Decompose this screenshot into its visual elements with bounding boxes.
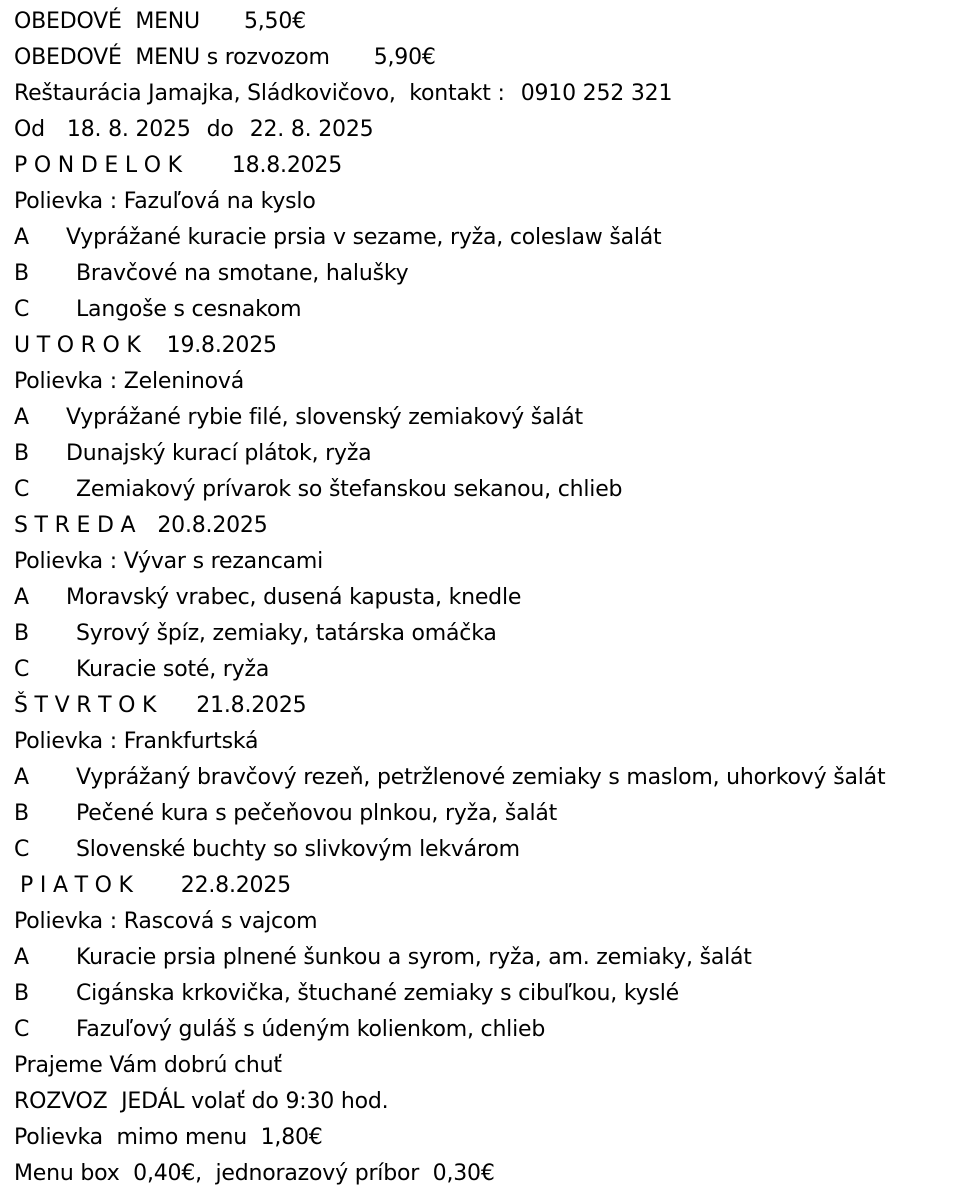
dish-text: Langoše s cesnakom	[76, 297, 302, 322]
day-date: 22.8.2025	[180, 873, 291, 898]
soup-friday	[0, 904, 974, 940]
dish-row	[0, 220, 974, 256]
dish-row	[0, 940, 974, 976]
menu-delivery-price-line	[0, 40, 974, 76]
dish-row	[0, 1012, 974, 1048]
day-name: P O N D E L O K	[14, 153, 182, 178]
dish-text: Vyprážané rybie filé, slovenský zemiakový šalát	[66, 405, 583, 430]
dish-row	[0, 580, 974, 616]
dish-letter: A	[14, 765, 29, 790]
soup-tuesday	[0, 364, 974, 400]
dish-letter: C	[14, 657, 30, 682]
dish-text: Vyprážaný bravčový rezeň, petržlenové zemiaky s maslom, uhorkový šalát	[76, 765, 886, 790]
dish-row	[0, 616, 974, 652]
dish-letter: A	[14, 585, 29, 610]
dish-row	[0, 436, 974, 472]
day-heading-thursday	[0, 688, 974, 724]
dish-text: Dunajský kurací plátok, ryža	[66, 441, 372, 466]
period-from: 18. 8. 2025	[66, 117, 191, 142]
footer-delivery-note	[0, 1084, 974, 1120]
day-date: 21.8.2025	[196, 693, 307, 718]
dish-letter: B	[14, 981, 29, 1006]
restaurant-contact: Reštaurácia Jamajka, Sládkovičovo, kontakt :	[14, 81, 505, 106]
dish-row	[0, 292, 974, 328]
dish-text: Zemiakový prívarok so štefanskou sekanou, chlieb	[76, 477, 623, 502]
dish-text: Syrový špíz, zemiaky, tatárska omáčka	[76, 621, 497, 646]
dish-text: Moravský vrabec, dusená kapusta, knedle	[66, 585, 522, 610]
dish-row	[0, 256, 974, 292]
day-name: P I A T O K	[20, 873, 133, 898]
dish-row	[0, 976, 974, 1012]
day-name: S T R E D A	[14, 513, 136, 538]
soup-text: Polievka : Zeleninová	[14, 369, 244, 394]
dish-letter: C	[14, 837, 30, 862]
dish-text: Bravčové na smotane, halušky	[76, 261, 409, 286]
day-date: 19.8.2025	[166, 333, 277, 358]
dish-letter: B	[14, 621, 29, 646]
period-to-label: do	[206, 117, 234, 142]
soup-text: Polievka : Vývar s rezancami	[14, 549, 324, 574]
dish-letter: C	[14, 1017, 30, 1042]
footer-wish	[0, 1048, 974, 1084]
wish-text: Prajeme Vám dobrú chuť	[14, 1053, 282, 1078]
day-name: Š T V R T O K	[14, 693, 157, 718]
day-heading-monday	[0, 148, 974, 184]
box-cutlery-text: Menu box 0,40€, jednorazový príbor 0,30€	[14, 1161, 495, 1186]
menu-price: 5,50€	[243, 9, 306, 34]
dish-letter: A	[14, 945, 29, 970]
dish-row	[0, 400, 974, 436]
soup-extra-text: Polievka mimo menu 1,80€	[14, 1125, 323, 1150]
dish-text: Cigánska krkovička, štuchané zemiaky s cibuľkou, kyslé	[76, 981, 679, 1006]
day-date: 18.8.2025	[231, 153, 343, 178]
menu-price-line	[0, 4, 974, 40]
dish-text: Kuracie soté, ryža	[76, 657, 270, 682]
period-from-label: Od	[14, 117, 45, 142]
day-heading-wednesday	[0, 508, 974, 544]
dish-row	[0, 796, 974, 832]
dish-text: Kuracie prsia plnené šunkou a syrom, ryža, am. zemiaky, šalát	[76, 945, 752, 970]
dish-letter: B	[14, 261, 29, 286]
soup-monday	[0, 184, 974, 220]
day-name: U T O R O K	[14, 333, 141, 358]
dish-letter: B	[14, 441, 29, 466]
dish-text: Pečené kura s pečeňovou plnkou, ryža, šalát	[76, 801, 558, 826]
footer-box-cutlery	[0, 1156, 974, 1192]
dish-letter: C	[14, 477, 30, 502]
soup-text: Polievka : Frankfurtská	[14, 729, 259, 754]
menu-delivery-label: OBEDOVÉ MENU s rozvozom	[14, 45, 330, 70]
soup-thursday	[0, 724, 974, 760]
phone-number: 0910 252 321	[520, 81, 673, 106]
soup-wednesday	[0, 544, 974, 580]
day-heading-tuesday	[0, 328, 974, 364]
dish-row	[0, 472, 974, 508]
soup-text: Polievka : Rascová s vajcom	[14, 909, 318, 934]
period-to: 22. 8. 2025	[249, 117, 374, 142]
menu-label: OBEDOVÉ MENU	[14, 9, 200, 34]
dish-text: Fazuľový guláš s údeným kolienkom, chlieb	[76, 1017, 546, 1042]
dish-row	[0, 652, 974, 688]
dish-row	[0, 832, 974, 868]
menu-period-line	[0, 112, 974, 148]
dish-row	[0, 760, 974, 796]
footer-soup-extra	[0, 1120, 974, 1156]
dish-letter: C	[14, 297, 30, 322]
soup-text: Polievka : Fazuľová na kyslo	[14, 189, 316, 214]
dish-letter: A	[14, 225, 29, 250]
dish-letter: A	[14, 405, 29, 430]
dish-letter: B	[14, 801, 29, 826]
dish-text: Vyprážané kuracie prsia v sezame, ryža, coleslaw šalát	[66, 225, 662, 250]
menu-delivery-price: 5,90€	[373, 45, 436, 70]
delivery-note-text: ROZVOZ JEDÁL volať do 9:30 hod.	[14, 1089, 389, 1114]
day-date: 20.8.2025	[157, 513, 268, 538]
day-heading-friday	[0, 868, 974, 904]
dish-text: Slovenské buchty so slivkovým lekvárom	[76, 837, 520, 862]
restaurant-contact-line	[0, 76, 974, 112]
